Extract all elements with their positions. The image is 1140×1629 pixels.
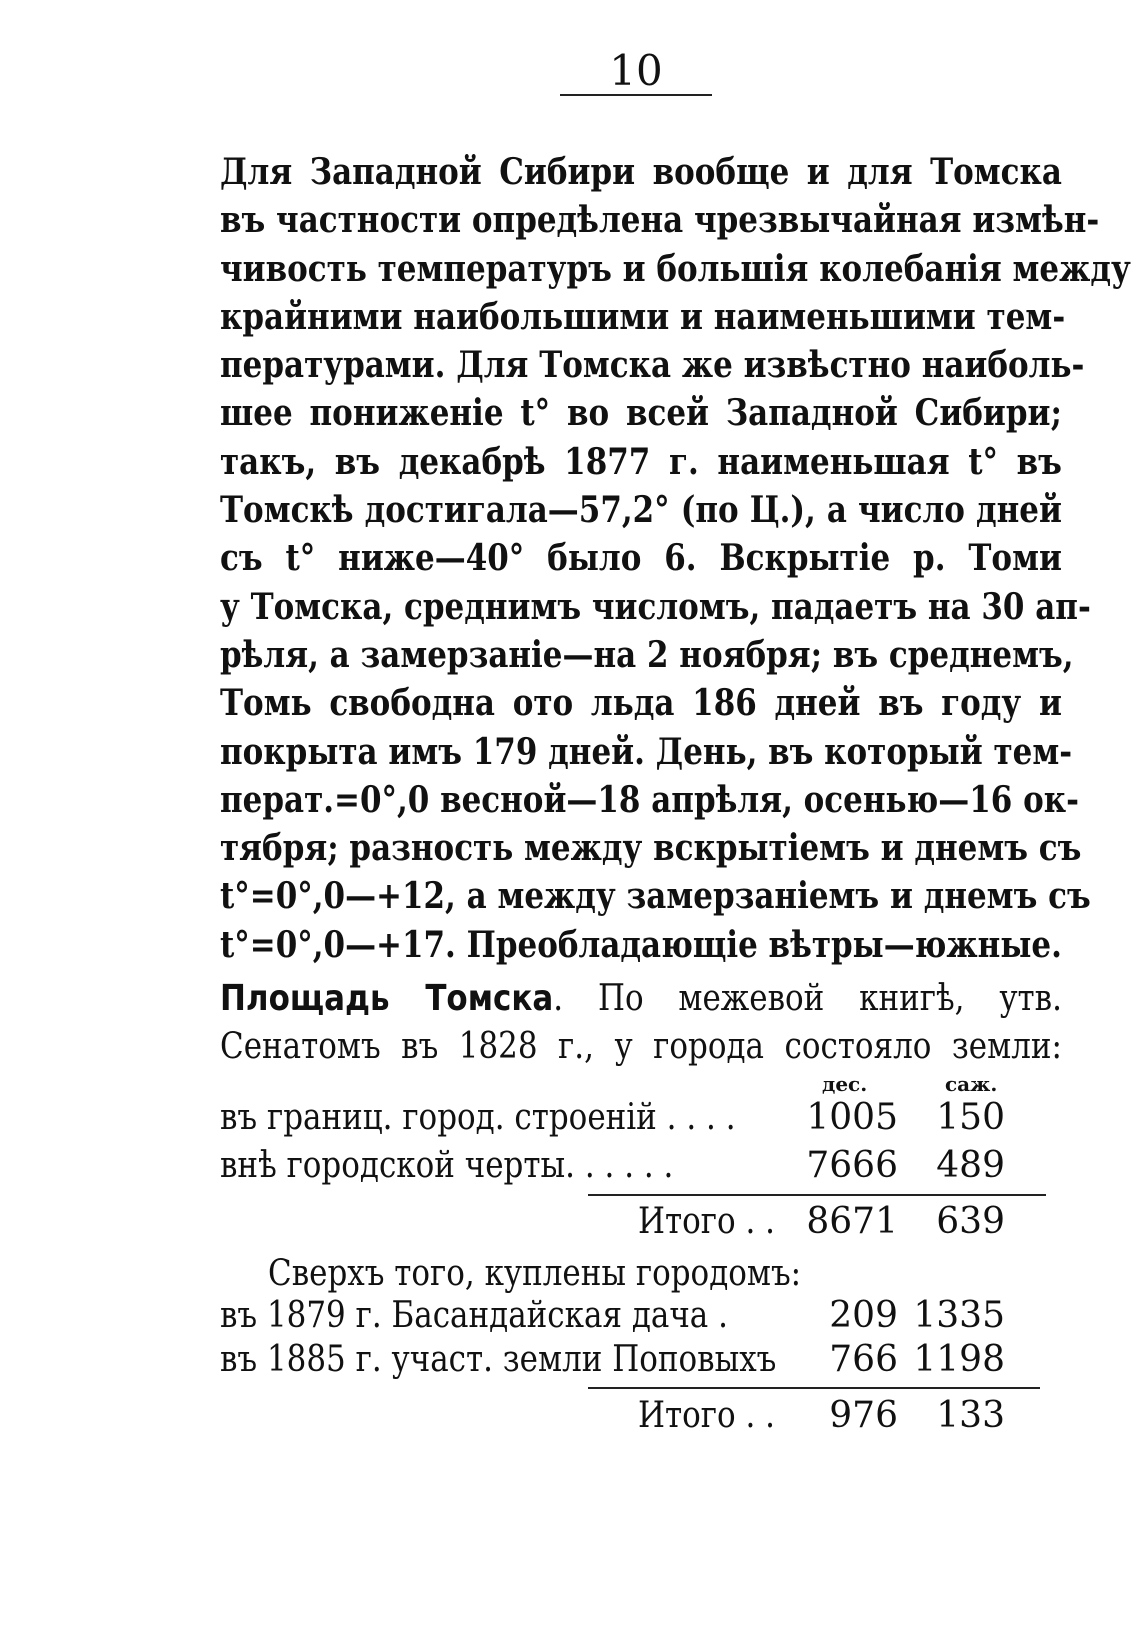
row-label: въ 1879 г. Басандайская дача . — [220, 1295, 728, 1336]
paragraph-line: тября; разность между вскрытіемъ и днемъ съ — [220, 827, 1082, 870]
page-number-rule — [560, 94, 712, 96]
paragraph-line: крайними наибольшими и наименьшими тем- — [220, 295, 1066, 338]
total-value-sazh: 639 — [936, 1201, 1005, 1242]
total-value-sazh: 133 — [936, 1395, 1005, 1436]
paragraph-line: t°=0°,0—+12, а между замерзаніемъ и днемъ съ — [220, 875, 1091, 918]
area-intro-line: Сенатомъ въ 1828 г., у города состояло земли: — [220, 1026, 1062, 1067]
column-header-sazh: саж. — [945, 1072, 998, 1096]
paragraph-line: съ t° ниже—40° было 6. Вскрытіе р. Томи — [220, 537, 1062, 580]
paragraph-line: перат.=0°,0 весной—18 апрѣля, осенью—16 ок- — [220, 778, 1079, 821]
paragraph-line: пературами. Для Томска же извѣстно наиболь- — [220, 344, 1085, 387]
row-label: внѣ городской черты. . . . . . — [220, 1145, 674, 1186]
total-label: Итого . . — [638, 1201, 775, 1242]
sum-rule — [588, 1194, 1046, 1196]
row-value-des: 766 — [829, 1339, 898, 1380]
area-heading-rest: . По межевой книгѣ, утв. — [553, 978, 1062, 1019]
paragraph-line: t°=0°,0—+17. Преобладающіе вѣтры—южные. — [220, 923, 1062, 966]
row-value-des: 209 — [829, 1295, 898, 1336]
row-label: въ границ. город. строеній . . . . — [220, 1097, 736, 1138]
total-value-des: 976 — [829, 1395, 898, 1436]
total-value-des: 8671 — [806, 1201, 898, 1242]
paragraph-line: у Томска, среднимъ числомъ, падаетъ на 30 ап- — [220, 585, 1091, 628]
paragraph-line: покрыта имъ 179 дней. День, въ который тем- — [220, 730, 1073, 773]
column-header-des: дес. — [822, 1072, 868, 1096]
row-label: въ 1885 г. участ. земли Поповыхъ — [220, 1339, 777, 1380]
total-label: Итого . . — [638, 1395, 775, 1436]
paragraph-line: чивость температуръ и большія колебанія между — [220, 247, 1131, 290]
area-heading-line — [220, 975, 1062, 1023]
paragraph-line: въ частности опредѣлена чрезвычайная измѣн- — [220, 199, 1100, 242]
paragraph-line: Томскѣ достигала—57,2° (по Ц.), а число дней — [220, 489, 1062, 532]
row-value-sazh: 150 — [936, 1097, 1005, 1138]
main-paragraph — [220, 148, 1131, 969]
page-number: 10 — [609, 46, 663, 95]
paragraph-line: шее пониженіе t° во всей Западной Сибири; — [220, 392, 1062, 435]
paragraph-line: такъ, въ декабрѣ 1877 г. наименьшая t° въ — [220, 440, 1062, 483]
paragraph-line: Для Западной Сибири вообще и для Томска — [220, 151, 1062, 193]
row-value-sazh: 1335 — [913, 1295, 1005, 1336]
row-value-sazh: 1198 — [913, 1339, 1005, 1380]
sum-rule — [588, 1387, 1040, 1389]
paragraph-line: рѣля, а замерзаніе—на 2 ноября; въ среднемъ, — [220, 633, 1074, 676]
row-value-des: 1005 — [806, 1097, 898, 1138]
row-value-des: 7666 — [806, 1145, 898, 1186]
row-value-sazh: 489 — [936, 1145, 1005, 1186]
paragraph-line: Томь свободна ото льда 186 дней въ году и — [220, 682, 1062, 725]
area-heading: Площадь Томска — [220, 978, 554, 1019]
